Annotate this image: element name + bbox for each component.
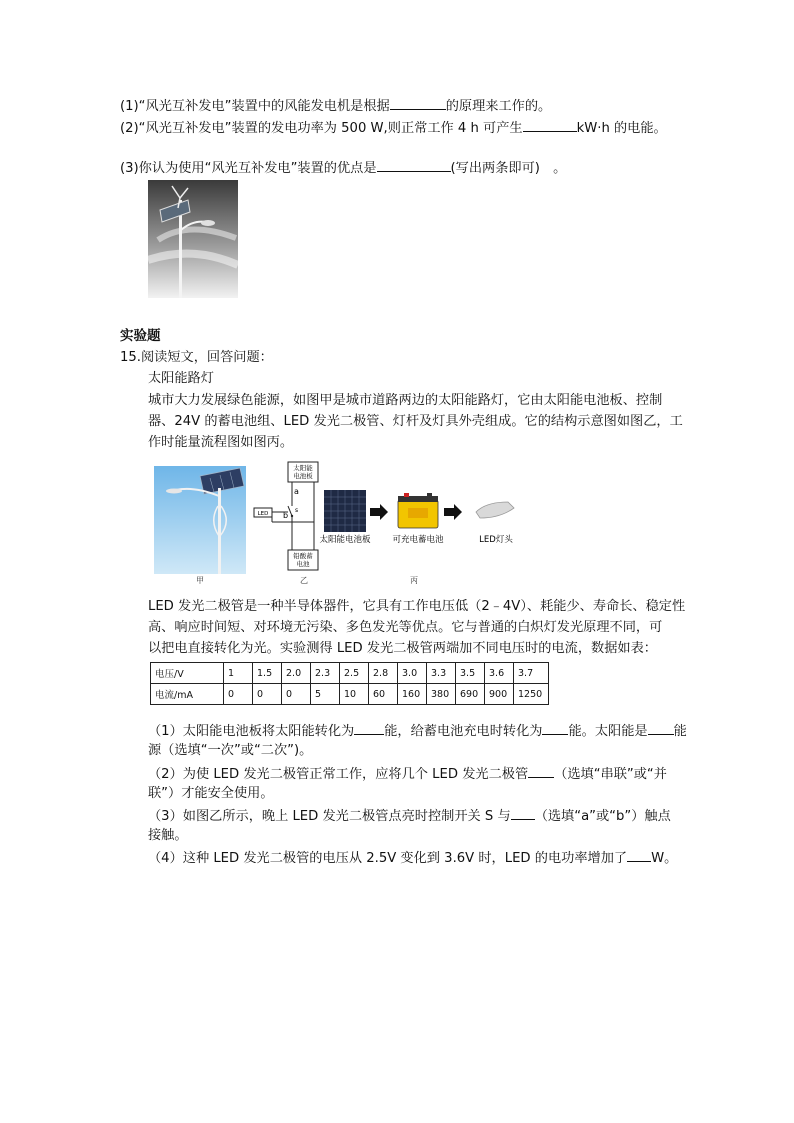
- sub-question-text: （选填“串联”或“并: [554, 767, 667, 782]
- paragraph-line: 高、响应时间短、对环境无污染、多色发光等优点。它与普通的白炽灯发光原理不同，可: [148, 620, 663, 635]
- sub-question-1: [148, 720, 687, 742]
- sub-question-text: 能。太阳能是: [568, 724, 648, 739]
- sub-question-text: （4）这种 LED 发光二极管的电压从 2.5V 变化到 3.6V 时，LED 的电功率增加了: [148, 851, 628, 866]
- switch-s-label: s: [295, 507, 299, 514]
- answer-blank[interactable]: [511, 805, 535, 820]
- sub-question-text: （2）为使 LED 发光二极管正常工作，应将几个 LED 发光二极管: [148, 767, 529, 782]
- table-cell: 1.5: [253, 663, 282, 684]
- led-head-label: LED灯头: [479, 535, 513, 545]
- figure-bing-energy-flow: [318, 490, 528, 548]
- table-cell: 2.8: [369, 663, 398, 684]
- arrow-right-icon: [444, 504, 462, 520]
- table-cell: 60: [369, 684, 398, 705]
- table-cell: 1: [224, 663, 253, 684]
- contact-b-label: b: [283, 511, 289, 520]
- answer-blank[interactable]: [390, 95, 446, 110]
- arrow-right-icon: [370, 504, 388, 520]
- battery-box-label1: 铅酸蓄: [293, 552, 313, 560]
- q15-header: 15.阅读短文，回答问题：: [120, 350, 273, 365]
- sub-question-text: （3）如图乙所示，晚上 LED 发光二极管点亮时控制开关 S 与: [148, 809, 511, 824]
- table-cell: 0: [253, 684, 282, 705]
- wind-solar-lamp-image: [148, 180, 238, 298]
- q14-part2-suffix: kW·h 的电能。: [576, 121, 667, 136]
- led-box-label: LED: [257, 511, 269, 517]
- table-cell: 3.3: [427, 663, 456, 684]
- table-cell: 690: [456, 684, 485, 705]
- table-cell: 3.6: [485, 663, 514, 684]
- sub-question-text: （选填“a”或“b”）触点: [534, 809, 671, 824]
- table-row-label: 电流/mA: [151, 684, 224, 705]
- answer-blank[interactable]: [528, 763, 554, 778]
- answer-blank[interactable]: [648, 720, 674, 735]
- paragraph-line: 以把电直接转化为光。实验测得 LED 发光二极管两端加不同电压时的电流，数据如表：: [148, 641, 657, 656]
- sub-question-3-cont: 接触。: [148, 828, 188, 843]
- section-title: 实验题: [120, 328, 161, 344]
- caption-bing: 丙: [410, 576, 418, 585]
- sub-question-2: [148, 763, 667, 785]
- table-cell: 0: [224, 684, 253, 705]
- table-cell: 3.7: [514, 663, 549, 684]
- paragraph-line: 器、24V 的蓄电池组、LED 发光二极管、灯杆及灯具外壳组成。它的结构示意图如图乙，工: [148, 414, 683, 429]
- contact-a-label: a: [294, 487, 299, 496]
- answer-blank[interactable]: [354, 720, 384, 735]
- q14-part1-text: (1)“风光互补发电”装置中的风能发电机是根据: [120, 99, 390, 114]
- sub-question-text: 能，给蓄电池充电时转化为: [384, 724, 543, 739]
- table-row-voltage: [151, 663, 549, 684]
- table-cell: 380: [427, 684, 456, 705]
- paragraph-line: 作时能量流程图如图丙。: [148, 435, 294, 450]
- solar-panel-label: 太阳能电池板: [319, 535, 371, 545]
- figure-yi-circuit-diagram: [252, 460, 320, 574]
- table-cell: 5: [311, 684, 340, 705]
- caption-jia: 甲: [196, 576, 204, 585]
- table-cell: 2.3: [311, 663, 340, 684]
- table-cell: 900: [485, 684, 514, 705]
- answer-blank[interactable]: [542, 720, 568, 735]
- switch-s: [288, 506, 292, 516]
- sub-question-text: W。: [651, 851, 678, 866]
- sub-question-3: [148, 805, 671, 827]
- solar-panel-box-label2: 电池板: [293, 472, 313, 480]
- table-cell: 1250: [514, 684, 549, 705]
- q14-part3-suffix: (写出两条即可) 。: [450, 161, 567, 176]
- q14-part1-suffix: 的原理来工作的。: [445, 99, 552, 114]
- sub-question-4: [148, 847, 677, 869]
- solar-panel-box-label1: 太阳能: [293, 464, 313, 472]
- table-cell: 160: [398, 684, 427, 705]
- table-cell: 3.0: [398, 663, 427, 684]
- table-cell: 10: [340, 684, 369, 705]
- answer-blank[interactable]: [523, 117, 577, 132]
- sub-question-1-cont: 源（选填“一次”或“二次”)。: [148, 743, 313, 758]
- table-cell: 2.0: [282, 663, 311, 684]
- battery-label: 可充电蓄电池: [392, 535, 444, 545]
- table-cell: 0: [282, 684, 311, 705]
- paragraph-line: 城市大力发展绿色能源，如图甲是城市道路两边的太阳能路灯，它由太阳能电池板、控制: [148, 393, 663, 408]
- answer-blank[interactable]: [377, 157, 451, 172]
- table-cell: 3.5: [456, 663, 485, 684]
- battery-box-label2: 电池: [296, 560, 310, 568]
- figure-jia-street-lamp: [154, 466, 246, 574]
- q14-part1: [120, 95, 551, 117]
- table-row-label: 电压/V: [151, 663, 224, 684]
- sub-question-2-cont: 联”）才能安全使用。: [148, 786, 274, 801]
- voltage-current-table: [150, 662, 549, 705]
- table-cell: 2.5: [340, 663, 369, 684]
- sub-question-text: 能: [673, 724, 687, 739]
- table-row-current: [151, 684, 549, 705]
- caption-yi: 乙: [300, 576, 308, 585]
- led-lamp-head-image: [476, 502, 514, 518]
- q14-part2: [120, 117, 667, 139]
- q14-part2-text: (2)“风光互补发电”装置的发电功率为 500 W,则正常工作 4 h 可产生: [120, 121, 523, 136]
- article-title: 太阳能路灯: [148, 371, 214, 386]
- sub-question-text: （1）太阳能电池板将太阳能转化为: [148, 724, 355, 739]
- paragraph-line: LED 发光二极管是一种半导体器件，它具有工作电压低（2﹣4V）、耗能少、寿命长、稳定性: [148, 599, 686, 614]
- q14-part3: [120, 157, 566, 179]
- q14-part3-text: (3)你认为使用“风光互补发电”装置的优点是: [120, 161, 377, 176]
- answer-blank[interactable]: [627, 847, 651, 862]
